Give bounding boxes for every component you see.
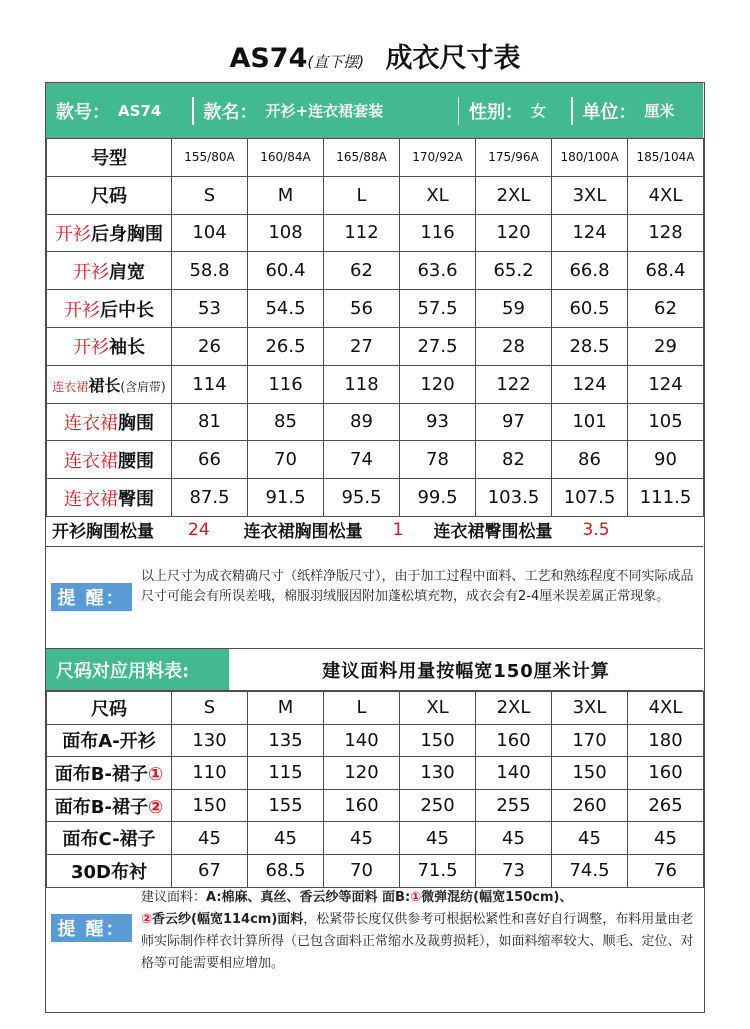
value-cell: 27.5: [400, 327, 476, 365]
fabric-label-text: 面布B-裙子: [54, 763, 148, 785]
value-cell: 120: [476, 214, 552, 252]
measurement-label: [47, 441, 172, 479]
value-cell: 150: [172, 789, 248, 822]
garment-label: 开衫: [55, 223, 91, 245]
fabric-label: 面布A-开衫: [47, 724, 172, 757]
value-cell: 82: [476, 441, 552, 479]
value-cell: 63.6: [400, 252, 476, 290]
value-cell: 170: [552, 724, 628, 757]
value-cell: 101: [552, 403, 628, 441]
value-cell: 118: [324, 365, 400, 403]
fabric-label-text: 面布B-裙子: [54, 796, 148, 818]
gender: [459, 83, 571, 138]
unit-value: 厘米: [644, 102, 675, 120]
fabric-section-title: 尺码对应用料表:: [46, 649, 229, 690]
measurement-label: [47, 252, 172, 290]
measurement-label: [47, 403, 172, 441]
gender-value: 女: [531, 102, 547, 120]
title-code: AS74: [229, 43, 308, 74]
size-cell: L: [324, 176, 400, 214]
size-label: 尺码: [47, 176, 172, 214]
value-cell: 104: [172, 214, 248, 252]
value-cell: 250: [400, 789, 476, 822]
value-cell: 26.5: [248, 327, 324, 365]
measurement-name: 裙长: [88, 375, 121, 395]
value-cell: 255: [476, 789, 552, 822]
value-cell: 78: [400, 441, 476, 479]
value-cell: 68.5: [248, 854, 324, 887]
measurement-row: [47, 479, 704, 517]
value-cell: 155: [248, 789, 324, 822]
value-cell: 57.5: [400, 290, 476, 328]
size-cell: 4XL: [628, 176, 704, 214]
value-cell: 122: [476, 365, 552, 403]
measurement-name: 腰围: [118, 450, 154, 472]
value-cell: 95.5: [324, 479, 400, 517]
value-cell: 62: [324, 252, 400, 290]
value-cell: 91.5: [248, 479, 324, 517]
value-cell: 68.4: [628, 252, 704, 290]
value-cell: 74: [324, 441, 400, 479]
value-cell: 111.5: [628, 479, 704, 517]
value-cell: 45: [476, 822, 552, 855]
model-cell: 185/104A: [628, 139, 704, 177]
value-cell: 90: [628, 441, 704, 479]
measurement-label: [47, 290, 172, 328]
value-cell: 120: [400, 365, 476, 403]
fabric-label-marker: ②: [147, 796, 164, 818]
value-cell: 45: [172, 822, 248, 855]
model-cell: 160/84A: [248, 139, 324, 177]
value-cell: 140: [324, 724, 400, 757]
reminder-text: 以上尺寸为成衣精确尺寸（纸样净版尺寸），由于加工过程中面料、工艺和熟练程度不同实际成品尺寸可能会有所误差哦，棉服羽绒服因附加蓬松填充物，成衣会有2-4厘米误差属正常现象。: [141, 569, 694, 604]
fabric-size-label: 尺码: [47, 692, 172, 725]
size-chart-frame: [45, 82, 705, 1013]
gender-label: 性别：: [469, 101, 523, 123]
note2-bold: 香云纱(幅宽114cm)面料: [152, 912, 304, 927]
value-cell: 112: [324, 214, 400, 252]
style-number: [46, 83, 192, 138]
note2-bold: 微弹混纺(幅宽150cm)、: [421, 890, 573, 905]
value-cell: 54.5: [248, 290, 324, 328]
value-cell: 58.8: [172, 252, 248, 290]
value-cell: 108: [248, 214, 324, 252]
reminder-tag: 提 醒：: [51, 914, 132, 942]
measurement-label: [47, 479, 172, 517]
ease-label: 连衣裙臀围松量: [433, 522, 553, 542]
size-cell: S: [172, 176, 248, 214]
measurement-row: [47, 403, 704, 441]
measurement-name: 臀围: [118, 488, 154, 510]
ease-row: [46, 513, 703, 547]
value-cell: 45: [628, 822, 704, 855]
value-cell: 140: [476, 757, 552, 790]
value-cell: 114: [172, 365, 248, 403]
value-cell: 65.2: [476, 252, 552, 290]
fabric-label: [47, 789, 172, 822]
note2-bold: A:棉麻、真丝、香云纱等面料 面B:: [206, 890, 411, 905]
fabric-row: [47, 822, 704, 855]
title-sub: (直下摆): [307, 53, 365, 71]
value-cell: 116: [400, 214, 476, 252]
fabric-label: [47, 757, 172, 790]
ease-value: 1: [392, 519, 404, 540]
unit: [573, 83, 703, 138]
size-cell: 2XL: [476, 692, 552, 725]
measurement-name: 袖长: [109, 337, 145, 359]
model-row: [47, 139, 704, 177]
value-cell: 115: [248, 757, 324, 790]
model-label: 号型: [47, 139, 172, 177]
model-cell: 165/88A: [324, 139, 400, 177]
value-cell: 28: [476, 327, 552, 365]
value-cell: 26: [172, 327, 248, 365]
value-cell: 67: [172, 854, 248, 887]
value-cell: 93: [400, 403, 476, 441]
fabric-row: [47, 757, 704, 790]
value-cell: 160: [476, 724, 552, 757]
measurement-name: 后身胸围: [91, 223, 163, 245]
style-number-label: 款号：: [56, 101, 110, 123]
value-cell: 89: [324, 403, 400, 441]
value-cell: 260: [552, 789, 628, 822]
measurement-label: [47, 365, 172, 403]
size-row: [47, 176, 704, 214]
value-cell: 66: [172, 441, 248, 479]
fabric-section-header: [46, 649, 703, 691]
value-cell: 45: [324, 822, 400, 855]
style-name-value: 开衫+连衣裙套装: [265, 102, 384, 120]
size-cell: L: [324, 692, 400, 725]
garment-label: 连衣裙: [52, 379, 89, 394]
value-cell: 265: [628, 789, 704, 822]
value-cell: 180: [628, 724, 704, 757]
model-cell: 175/96A: [476, 139, 552, 177]
value-cell: 85: [248, 403, 324, 441]
size-cell: M: [248, 176, 324, 214]
value-cell: 110: [172, 757, 248, 790]
value-cell: 107.5: [552, 479, 628, 517]
garment-label: 开衫: [73, 261, 109, 283]
garment-label: 开衫: [73, 337, 109, 359]
size-cell: 3XL: [552, 176, 628, 214]
value-cell: 130: [400, 757, 476, 790]
size-cell: 4XL: [628, 692, 704, 725]
page-title: [0, 36, 750, 75]
size-cell: 3XL: [552, 692, 628, 725]
value-cell: 128: [628, 214, 704, 252]
size-cell: M: [248, 692, 324, 725]
info-bar: [46, 83, 703, 138]
value-cell: 120: [324, 757, 400, 790]
value-cell: 45: [400, 822, 476, 855]
reminder-tag: 提 醒：: [51, 583, 132, 611]
garment-label: 连衣裙: [64, 412, 118, 434]
measurement-label: [47, 214, 172, 252]
value-cell: 135: [248, 724, 324, 757]
fabric-reminder-box: [46, 855, 703, 1012]
measurement-row: [47, 327, 704, 365]
value-cell: 70: [324, 854, 400, 887]
value-cell: 27: [324, 327, 400, 365]
measurement-row: [47, 365, 704, 403]
value-cell: 116: [248, 365, 324, 403]
value-cell: 105: [628, 403, 704, 441]
circle-two: ②: [141, 912, 153, 927]
measurement-name: 胸围: [118, 412, 154, 434]
value-cell: 81: [172, 403, 248, 441]
size-table: [46, 138, 704, 517]
value-cell: 28.5: [552, 327, 628, 365]
value-cell: 86: [552, 441, 628, 479]
circle-one: ①: [410, 890, 422, 905]
value-cell: 160: [628, 757, 704, 790]
ease-label: 开衫胸围松量: [52, 522, 154, 542]
unit-label: 单位：: [582, 101, 637, 123]
value-cell: 70: [248, 441, 324, 479]
ease-label: 连衣裙胸围松量: [243, 522, 363, 542]
title-main: 成衣尺寸表: [385, 43, 521, 74]
value-cell: 87.5: [172, 479, 248, 517]
value-cell: 73: [476, 854, 552, 887]
value-cell: 62: [628, 290, 704, 328]
fabric-row: [47, 724, 704, 757]
measurement-label: [47, 327, 172, 365]
measurement-row: [47, 252, 704, 290]
value-cell: 76: [628, 854, 704, 887]
fabric-label-marker: ①: [147, 763, 164, 785]
value-cell: 124: [552, 365, 628, 403]
measurement-note: (含肩带): [120, 379, 166, 394]
value-cell: 59: [476, 290, 552, 328]
fabric-label: 30D布衬: [47, 854, 172, 887]
value-cell: 150: [400, 724, 476, 757]
value-cell: 60.5: [552, 290, 628, 328]
size-cell: XL: [400, 692, 476, 725]
value-cell: 66.8: [552, 252, 628, 290]
style-name: [194, 83, 458, 138]
value-cell: 71.5: [400, 854, 476, 887]
ease-value: 3.5: [582, 519, 610, 540]
garment-label: 连衣裙: [64, 450, 118, 472]
value-cell: 97: [476, 403, 552, 441]
fabric-size-row: [47, 692, 704, 725]
size-cell: XL: [400, 176, 476, 214]
value-cell: 45: [552, 822, 628, 855]
fabric-section-note: 建议面料用量按幅宽150厘米计算: [322, 660, 610, 682]
fabric-row: [47, 789, 704, 822]
style-name-label: 款名：: [203, 101, 258, 123]
value-cell: 99.5: [400, 479, 476, 517]
garment-label: 开衫: [64, 299, 100, 321]
value-cell: 160: [324, 789, 400, 822]
value-cell: 150: [552, 757, 628, 790]
style-number-value: AS74: [118, 101, 162, 120]
fabric-reminder-text: [141, 887, 701, 975]
model-cell: 180/100A: [552, 139, 628, 177]
value-cell: 45: [248, 822, 324, 855]
value-cell: 60.4: [248, 252, 324, 290]
value-cell: 56: [324, 290, 400, 328]
size-cell: 2XL: [476, 176, 552, 214]
size-cell: S: [172, 692, 248, 725]
measurement-name: 肩宽: [109, 261, 145, 283]
reminder-box: [46, 547, 703, 649]
measurement-row: [47, 441, 704, 479]
value-cell: 130: [172, 724, 248, 757]
measurement-name: 后中长: [100, 299, 154, 321]
value-cell: 103.5: [476, 479, 552, 517]
garment-label: 连衣裙: [64, 488, 118, 510]
measurement-row: [47, 290, 704, 328]
model-cell: 155/80A: [172, 139, 248, 177]
measurement-row: [47, 214, 704, 252]
value-cell: 29: [628, 327, 704, 365]
value-cell: 53: [172, 290, 248, 328]
model-cell: 170/92A: [400, 139, 476, 177]
note2-prefix: 建议面料：: [141, 890, 207, 905]
fabric-label: 面布C-裙子: [47, 822, 172, 855]
value-cell: 74.5: [552, 854, 628, 887]
value-cell: 124: [628, 365, 704, 403]
note2-rest: ，松紧带长度仅供参考可根据松紧性和喜好自行调整，布料用量由老师实际制作样衣计算所得（已包含面料正常缩水及裁剪损耗），如面料缩率较大、顺毛、定位、对格等可能需要相应增加。: [141, 912, 694, 971]
ease-value: 24: [188, 519, 210, 540]
value-cell: 124: [552, 214, 628, 252]
